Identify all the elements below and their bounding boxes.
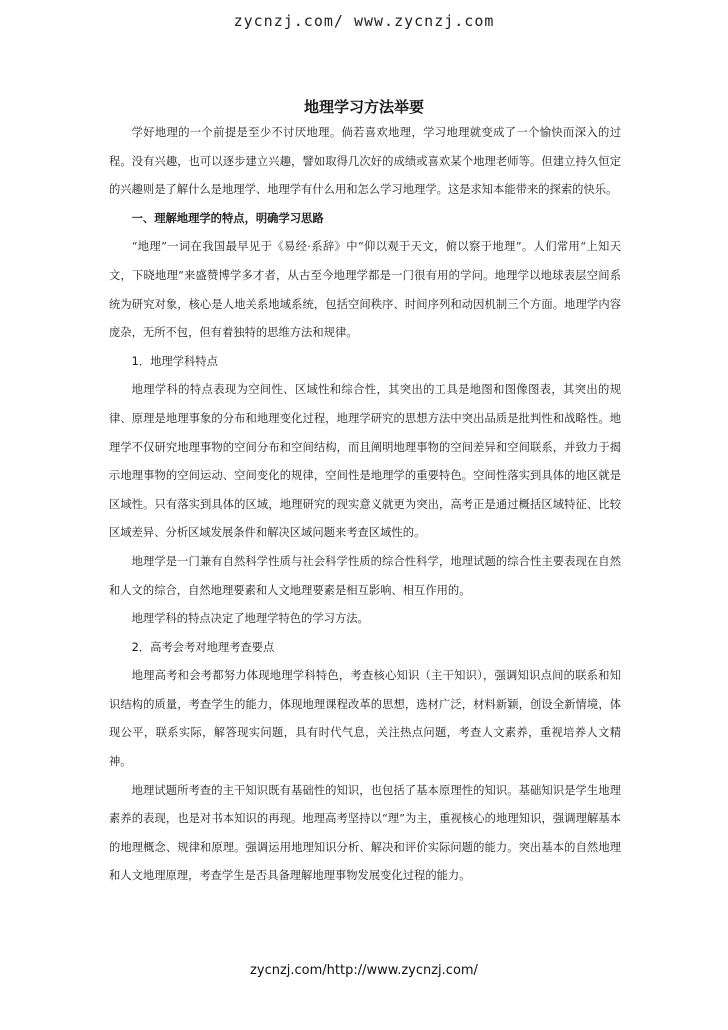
subsection-heading: 1．地理学科特点 bbox=[131, 354, 218, 368]
paragraph: “地理”一词在我国最早见于《易经·系辞》中“仰以观于天文，俯以察于地理”。人们常用“上知天文，下晓地理”来盛赞博学多才者，从古至今地理学都是一门很有用的学问。地理学以地球表层空间系统为研究对象，核心是人地关系地域系统，包括空间秩序、时间序列和动因机制三个方面。地理学内容庞杂，无所不包，但有着独特的思维方法和规律。 bbox=[109, 240, 621, 340]
paragraph: 地理学科的特点表现为空间性、区域性和综合性，其突出的工具是地图和图像图表，其突出的规律、原理是地理事象的分布和地理变化过程，地理学研究的思想方法中突出品质是批判性和战略性。地理学不仅研究地理事物的空间分布和空间结构，而且阐明地理事物的空间差异和空间联系，并致力于揭示地理事物的空间运动、空间变化的规律，空间性是地理学的重要特色。空间性落实到具体的地区就是区域性。只有落实到具体的区域，地理研究的现实意义就更为突出，高考正是通过概括区域特征、比较区域差异、分析区域发展条件和解决区域问题来考查区域性的。 bbox=[109, 383, 621, 540]
paragraph: 地理高考和会考都努力体现地理学科特色，考查核心知识（主干知识），强调知识点间的联系和知识结构的质量，考查学生的能力，体现地理课程改革的思想，选材广泛，材料新颖，创设全新情境，体现公平，联系实际，解答现实问题，具有时代气息，关注热点问题，考查人文素养，重视培养人文精神。 bbox=[109, 669, 621, 769]
section-heading: 一、理解地理学的特点，明确学习思路 bbox=[131, 211, 324, 225]
paragraph-intro: 学好地理的一个前提是至少不讨厌地理。倘若喜欢地理，学习地理就变成了一个愉快而深入的过程。没有兴趣，也可以逐步建立兴趣，譬如取得几次好的成绩或喜欢某个地理老师等。但建立持久恒定的兴趣则是了解什么是地理学、地理学有什么用和怎么学习地理学。这是求知本能带来的探索的快乐。 bbox=[109, 126, 621, 197]
paragraph: 地理学科的特点决定了地理学特色的学习方法。 bbox=[131, 612, 369, 626]
document-body bbox=[109, 119, 621, 891]
page-footer-url: zycnzj.com/http://www.zycnzj.com/ bbox=[250, 963, 478, 978]
document-title: 地理学习方法举要 bbox=[303, 98, 424, 116]
paragraph: 地理试题所考查的主干知识既有基础性的知识，也包括了基本原理性的知识。基础知识是学生地理素养的表现，也是对书本知识的再现。地理高考坚持以“理”为主，重视核心的地理知识，强调理解基本的地理概念、规律和原理。强调运用地理知识分析、解决和评价实际问题的能力。突出基本的自然地理和人文地理原理，考查学生是否具备理解地理事物发展变化过程的能力。 bbox=[109, 783, 621, 883]
subsection-heading: 2．高考会考对地理考查要点 bbox=[131, 640, 275, 654]
paragraph: 地理学是一门兼有自然科学性质与社会科学性质的综合性科学，地理试题的综合性主要表现在自然和人文的综合，自然地理要素和人文地理要素是相互影响、相互作用的。 bbox=[109, 554, 621, 597]
page-header-url: zycnzj.com/ www.zycnzj.com bbox=[233, 12, 495, 30]
